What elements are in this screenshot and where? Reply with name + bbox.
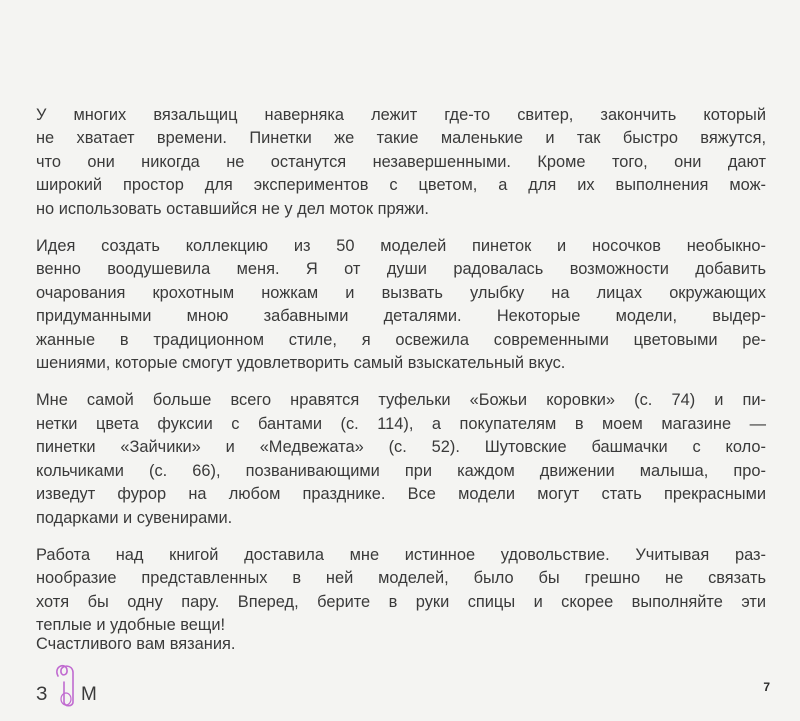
text-line: не хватает времени. Пинетки же такие маленькие и так быстро вяжутся, [36, 129, 766, 148]
text-line: пинетки «Зайчики» и «Медвежата» (с. 52). Шутовские башмачки с коло- [36, 438, 766, 457]
page-number: 7 [763, 680, 770, 694]
text-line: Идея создать коллекцию из 50 моделей пинеток и носочков необыкно- [36, 237, 766, 256]
paragraph-3 [36, 389, 766, 529]
body-text [36, 104, 766, 652]
text-line: очарования крохотным ножкам и вызвать улыбку на лицах окружающих [36, 283, 766, 302]
paragraph-2 [36, 235, 766, 375]
paragraph-1 [36, 104, 766, 221]
text-line: Мне самой больше всего нравятся туфельки «Божьи коровки» (с. 74) и пи- [36, 391, 766, 410]
text-line: жанные в традиционном стиле, я освежила современными цветовыми ре- [36, 330, 766, 349]
text-line: широкий простор для экспериментов с цветом, а для их выполнения мож- [36, 176, 766, 195]
text-line: венно воодушевила меня. Я от души радовалась возможности добавить [36, 260, 766, 279]
text-line: что они никогда не останутся незавершенными. Кроме того, они дают [36, 152, 766, 171]
text-line: хотя бы одну пару. Вперед, берите в руки спицы и скорее выполняйте эти [36, 592, 766, 611]
yarn-ball-signature-icon [50, 662, 80, 708]
signature-letter-right: М [81, 684, 97, 705]
paragraph-4 [36, 544, 766, 638]
text-line: кольчиками (с. 66), позванивающими при каждом движении малыша, про- [36, 461, 766, 480]
text-line: подарками и сувенирами. [36, 508, 233, 527]
text-line: У многих вязальщиц наверняка лежит где-то свитер, закончить который [36, 106, 766, 124]
text-line: Работа над книгой доставила мне истинное удовольствие. Учитывая раз- [36, 545, 766, 564]
signature-letter-left: З [36, 684, 48, 705]
closing-line: Счастливого вам вязания. [36, 635, 236, 653]
author-signature [30, 662, 102, 710]
text-line: но использовать оставшийся не у дел моток пряжи. [36, 199, 429, 218]
text-line: придуманными мною забавными деталями. Некоторые модели, выдер- [36, 307, 766, 326]
text-line: шениями, которые смогут удовлетворить самый взыскательный вкус. [36, 354, 566, 373]
text-line: изведут фурор на любом празднике. Все модели могут стать прекрасными [36, 485, 766, 504]
text-line: теплые и удобные вещи! [36, 616, 226, 635]
text-line: нообразие представленных в ней моделей, было бы грешно не связать [36, 569, 766, 588]
text-line: нетки цвета фуксии с бантами (с. 114), а покупателям в моем магазине — [36, 414, 766, 433]
